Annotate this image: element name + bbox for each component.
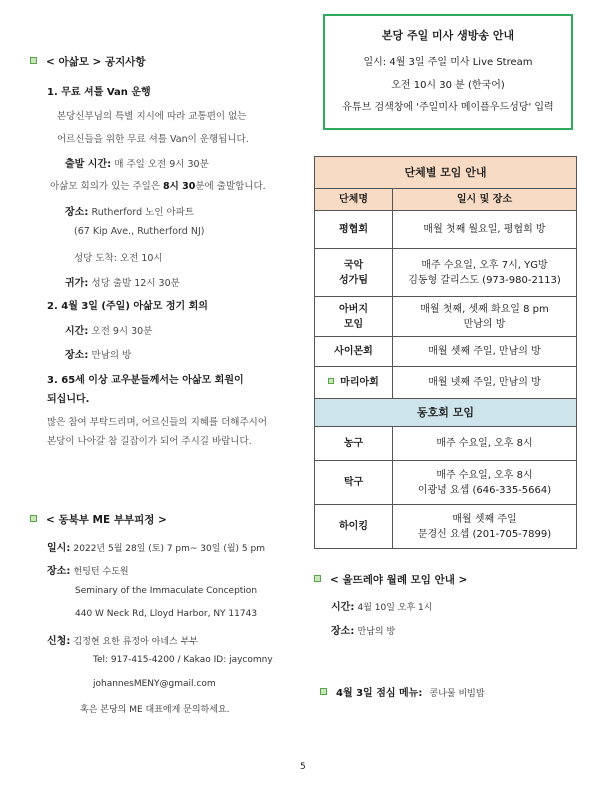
meeting-heading: 2. 4월 3일 (주일) 아삶모 정기 회의 — [47, 301, 208, 312]
oltreya-section-title: < 울뜨레야 월례 모임 안내 > — [314, 572, 467, 587]
table-row — [315, 461, 577, 505]
group-info: 매월 첫째, 셋째 화요일 8 pm 만남의 방 — [393, 297, 577, 337]
group-name: 아버지 모임 — [315, 297, 393, 337]
bullet-icon — [328, 378, 334, 384]
table-row — [315, 297, 577, 337]
shuttle-address: (67 Kip Ave., Rutherford NJ) — [74, 226, 205, 237]
group-info: 매주 수요일, 오후 7시, YG방 김동형 갈리스도 (973-980-2113) — [393, 249, 577, 297]
oltreya-time: 시간: 4월 10일 오후 1시 — [331, 602, 433, 613]
club-info: 매주 수요일, 오후 8시 이광녕 요셉 (646-335-5664) — [393, 461, 577, 505]
group-name: 사이몬회 — [315, 337, 393, 367]
depart-time: 출발 시간: 매 주일 오전 9시 30분 — [65, 159, 209, 170]
lunch-menu: 4월 3일 점심 메뉴: 콩나물 비빔밥 — [320, 684, 485, 699]
group-info: 매월 첫째 월요일, 평협회 방 — [393, 211, 577, 249]
meeting-place: 장소: 만남의 방 — [65, 350, 132, 361]
club-info: 매월 셋째 주일 문경신 요셉 (201-705-7899) — [393, 505, 577, 549]
bullet-icon — [30, 515, 37, 522]
club-name: 농구 — [315, 427, 393, 461]
group-name: 평협회 — [315, 211, 393, 249]
club-info: 매주 수요일, 오후 8시 — [393, 427, 577, 461]
me-date: 일시: 2022년 5월 28일 (토) 7 pm~ 30일 (월) 5 pm — [47, 543, 265, 554]
shuttle-desc-1: 본당신부님의 특별 지시에 따라 교통편이 없는 — [57, 111, 247, 122]
table-row — [315, 249, 577, 297]
page-number: 5 — [300, 762, 306, 772]
group-name: 국악 성가팀 — [315, 249, 393, 297]
table-row — [315, 367, 577, 399]
club-name: 하이킹 — [315, 505, 393, 549]
me-tel: Tel: 917-415-4200 / Kakao ID: jaycomny — [93, 655, 273, 665]
me-section-title: < 동북부 ME 부부피정 > — [30, 512, 167, 527]
table-row — [315, 505, 577, 549]
church-arrival: 성당 도착: 오전 10시 — [74, 253, 163, 264]
oltreya-place: 장소: 만남의 방 — [331, 626, 396, 637]
broadcast-line-3: 유튜브 검색창에 '주일미사 메이플우드성당' 입력 — [342, 102, 554, 113]
column-header-name: 단체명 — [315, 189, 393, 211]
membership-heading-2: 되십니다. — [47, 394, 90, 405]
broadcast-box — [323, 14, 573, 130]
asamo-section-title: < 아삶모 > 공지사항 — [30, 54, 146, 69]
shuttle-heading: 1. 무료 셔틀 Van 운행 — [47, 87, 151, 98]
group-info: 매월 셋째 주일, 만남의 방 — [393, 337, 577, 367]
membership-heading-1: 3. 65세 이상 교우분들께서는 아삶모 회원이 — [47, 375, 244, 386]
table-row — [315, 427, 577, 461]
table-row — [315, 211, 577, 249]
shuttle-desc-2: 어르신들을 위한 무료 셔틀 Van이 운행됩니다. — [57, 134, 249, 145]
shuttle-place: 장소: Rutherford 노인 아파트 — [65, 207, 195, 218]
me-contact-note: 혹은 본당의 ME 대표에게 문의하세요. — [80, 705, 230, 715]
membership-desc-2: 본당이 나아갈 참 길잡이가 되어 주시길 바랍니다. — [47, 436, 252, 447]
group-table-title: 단체별 모임 안내 — [315, 157, 577, 189]
table-row — [315, 337, 577, 367]
bullet-icon — [30, 57, 37, 64]
meeting-day-note: 아삶모 회의가 있는 주일은 8시 30분에 출발합니다. — [50, 181, 266, 192]
broadcast-title: 본당 주일 미사 생방송 안내 — [381, 29, 515, 42]
meeting-time: 시간: 오전 9시 30분 — [65, 326, 153, 337]
me-seminary: Seminary of the Immaculate Conception — [75, 586, 258, 596]
me-apply: 신청: 김정현 요한 류정아 아네스 부부 — [47, 636, 198, 647]
broadcast-line-2: 오전 10시 30 분 (한국어) — [391, 80, 505, 91]
me-address: 440 W Neck Rd, Lloyd Harbor, NY 11743 — [75, 609, 258, 619]
club-name: 탁구 — [315, 461, 393, 505]
group-info: 매월 넷째 주일, 만남의 방 — [393, 367, 577, 399]
me-email[interactable]: johannesMENY@gmail.com — [93, 679, 216, 689]
broadcast-line-1: 일시: 4월 3일 주일 미사 Live Stream — [363, 57, 533, 68]
column-header-info: 일시 및 장소 — [393, 189, 577, 211]
me-place: 장소: 헌팅턴 수도원 — [47, 566, 129, 577]
membership-desc-1: 많은 참여 부탁드리며, 어르신들의 지혜를 더해주시어 — [47, 417, 268, 428]
bullet-icon — [320, 688, 327, 695]
club-table-title: 동호회 모임 — [315, 399, 577, 427]
group-name: 마리아회 — [315, 367, 393, 399]
bullet-icon — [314, 575, 321, 582]
return-time: 귀가: 성당 출발 12시 30분 — [65, 278, 180, 289]
group-meeting-table — [314, 156, 577, 549]
